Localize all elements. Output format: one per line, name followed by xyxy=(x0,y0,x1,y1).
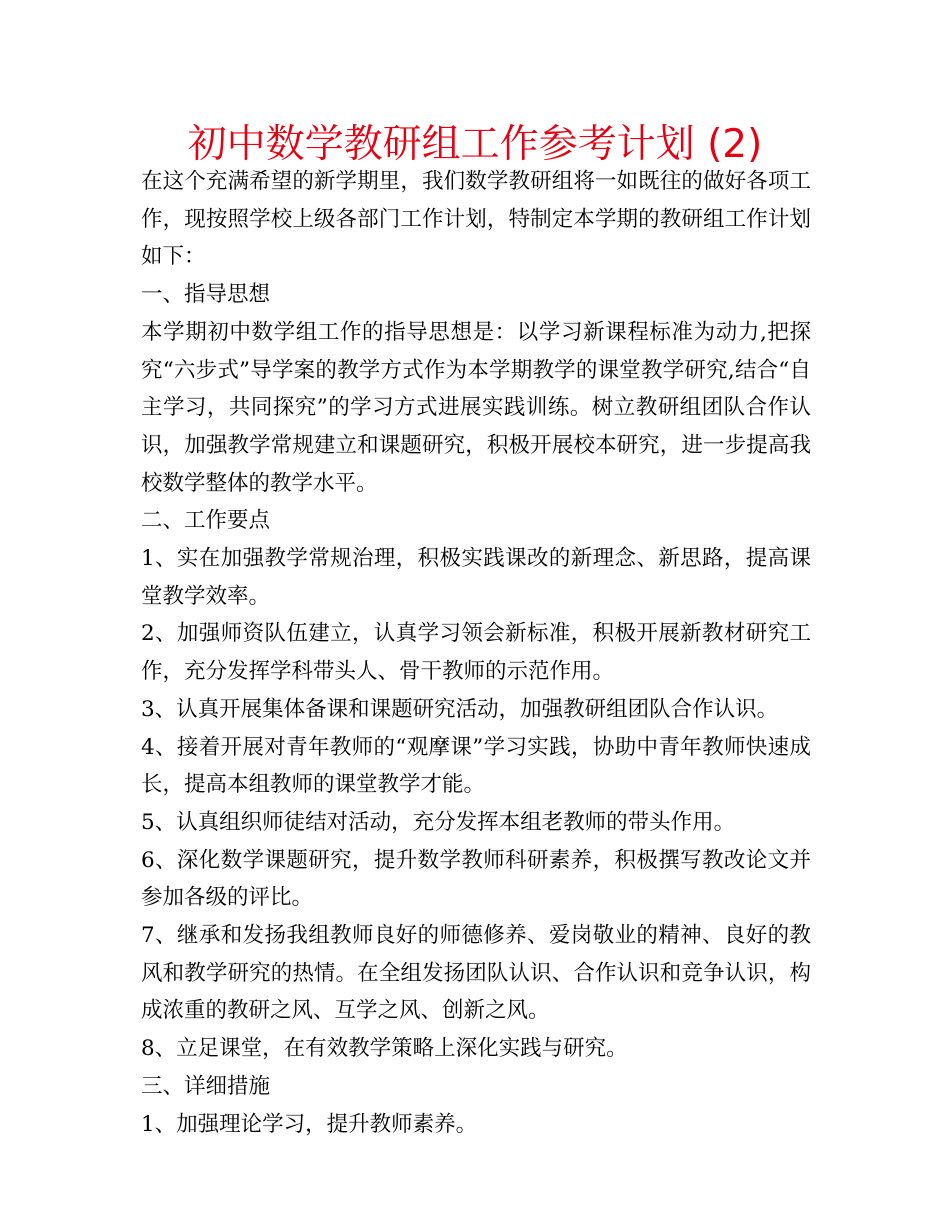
work-point-4: 4、接着开展对青年教师的“观摩课”学习实践，协助中青年教师快速成长，提高本组教师的课堂教学才能。 xyxy=(141,734,811,798)
work-point-6: 6、深化数学课题研究，提升数学教师科研素养，积极撰写教改论文并参加各级的评比。 xyxy=(141,847,811,911)
work-point-1: 1、实在加强教学常规治理，积极实践课改的新理念、新思路，提高课堂教学效率。 xyxy=(141,546,811,609)
work-point-2: 2、加强师资队伍建立，认真学习领会新标准，积极开展新教材研究工作，充分发挥学科带头人、骨干教师的示范作用。 xyxy=(141,621,811,685)
work-point-7: 7、继承和发扬我组教师良好的师德修养、爱岗敬业的精神、良好的教风和教学研究的热情。在全组发扬团队认识、合作认识和竞争认识，构成浓重的教研之风、互学之风、创新之风。 xyxy=(141,923,811,1024)
intro-paragraph: 在这个充满希望的新学期里，我们数学教研组将一如既往的做好各项工作，现按照学校上级各部门工作计划，特制定本学期的教研组工作计划如下： xyxy=(141,169,811,270)
work-point-3: 3、认真开展集体备课和课题研究活动，加强教研组团队合作认识。 xyxy=(141,696,779,722)
document-title: 初中数学教研组工作参考计划 (2) xyxy=(187,122,763,167)
section-heading-work-points: 二、工作要点 xyxy=(141,508,271,534)
section-heading-measures: 三、详细措施 xyxy=(141,1073,271,1099)
section-heading-guiding-ideology: 一、指导思想 xyxy=(141,282,271,308)
document-body xyxy=(141,163,811,1143)
work-point-8: 8、立足课堂，在有效教学策略上深化实践与研究。 xyxy=(141,1036,628,1062)
guiding-ideology-paragraph: 本学期初中数学组工作的指导思想是：以学习新课程标准为动力,把探究“六步式”导学案的教学方式作为本学期教学的课堂教学研究,结合“自主学习，共同探究”的学习方式进展实践训练。树立教研组团队合作认识，加强教学常规建立和课题研究，积极开展校本研究，进一步提高我校数学整体的教学水平。 xyxy=(141,319,811,496)
measure-1: 1、加强理论学习，提升教师素养。 xyxy=(141,1111,478,1137)
work-point-5: 5、认真组织师徒结对活动，充分发挥本组老教师的带头作用。 xyxy=(141,809,736,835)
